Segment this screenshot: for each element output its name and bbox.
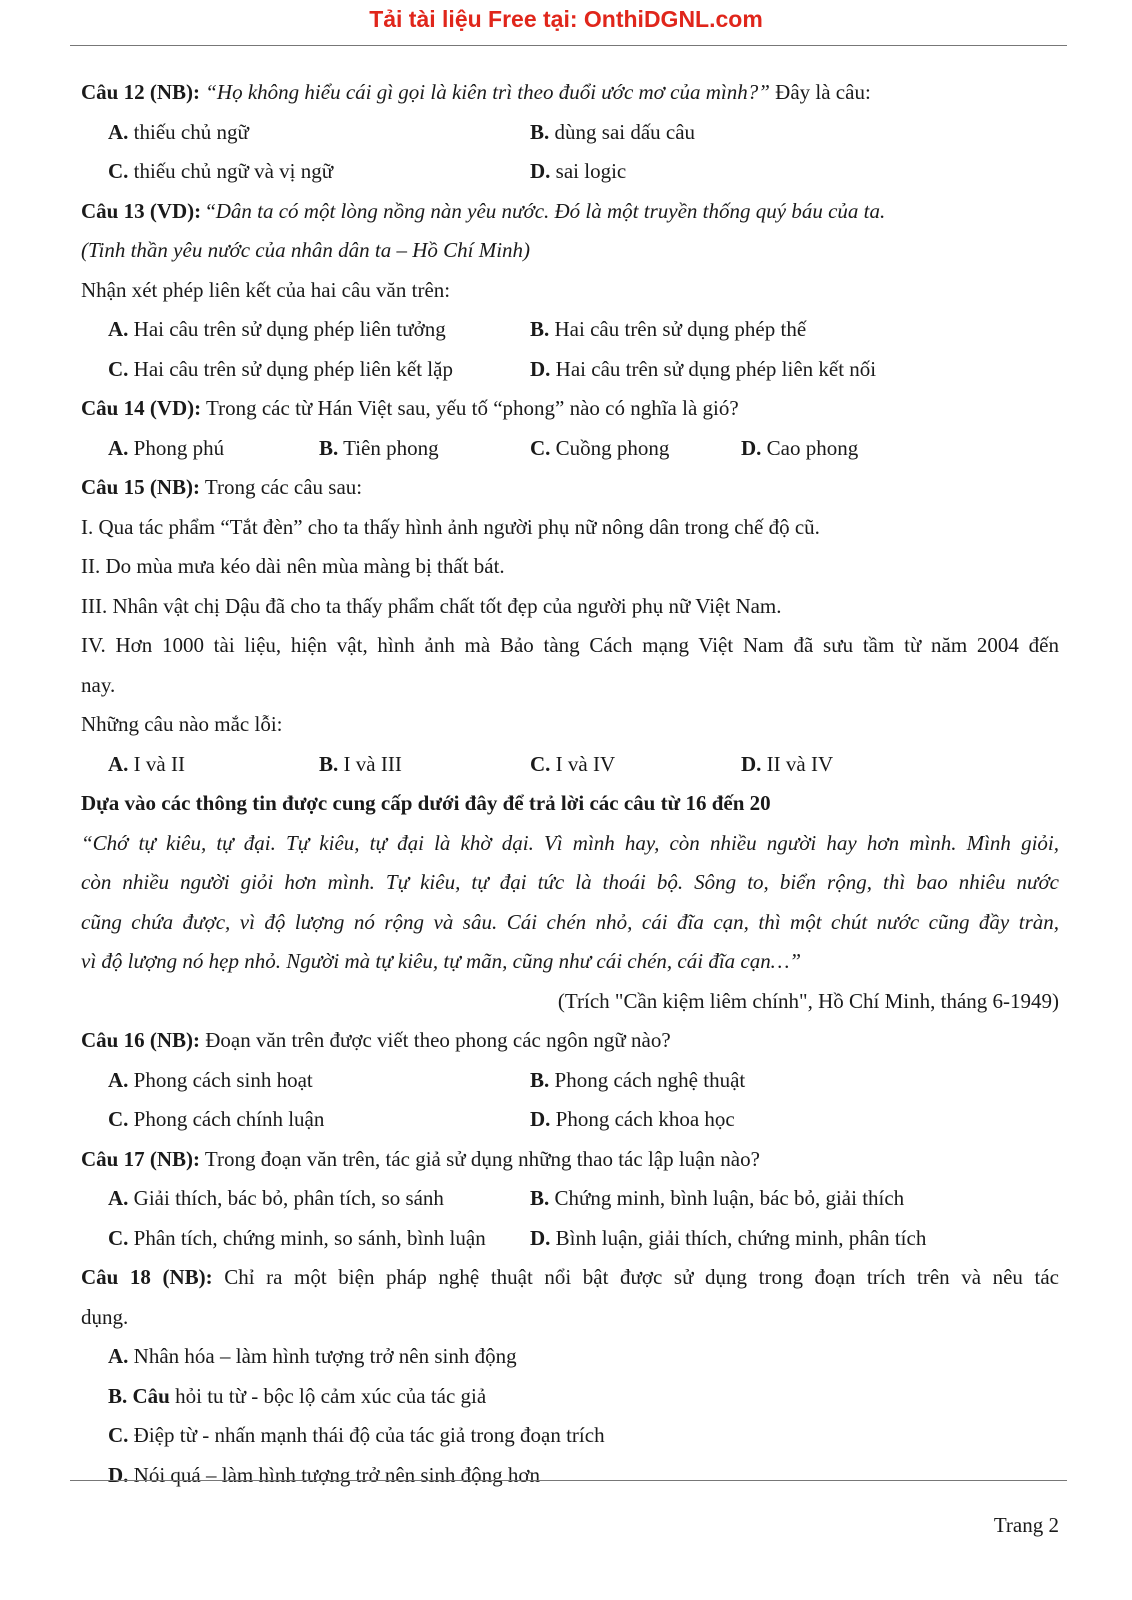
option-b: B. Câu hỏi tu từ - bộc lộ cảm xúc của tác giả — [108, 1383, 487, 1408]
question-17 — [81, 1140, 1059, 1180]
option-a: A. thiếu chủ ngữ — [108, 119, 249, 144]
option-c: C. Hai câu trên sử dụng phép liên kết lặp — [108, 356, 453, 381]
statement-item: I. Qua tác phẩm “Tắt đèn” cho ta thấy hình ảnh người phụ nữ nông dân trong chế độ cũ. — [81, 514, 820, 539]
option-a: A. Giải thích, bác bỏ, phân tích, so sánh — [108, 1186, 444, 1210]
options-row — [81, 1219, 1059, 1259]
options-row — [81, 1179, 1059, 1219]
question-text: Trong đoạn văn trên, tác giả sử dụng những thao tác lập luận nào? — [200, 1146, 760, 1171]
option-c: C. I và IV — [530, 751, 616, 776]
option-c: C. Phong cách chính luận — [108, 1107, 325, 1131]
options-row — [81, 113, 1059, 153]
question-text: Đoạn văn trên được viết theo phong các ngôn ngữ nào? — [200, 1028, 671, 1052]
option-a: A. Phong cách sinh hoạt — [108, 1067, 313, 1092]
option-c: C. Điệp từ - nhấn mạnh thái độ của tác giả trong đoạn trích — [108, 1423, 605, 1447]
option-b: B. dùng sai dấu câu — [530, 119, 696, 144]
question-label: Câu 12 (NB): — [81, 80, 200, 104]
question-13: Câu 13 (VD): “Dân ta có một lòng nồng nàn yêu nước. Đó là một truyền thống quý báu của ta. — [81, 198, 886, 223]
question-text: Đây là câu: — [769, 80, 871, 104]
options-row — [81, 745, 1059, 785]
footer-rule — [70, 1480, 1067, 1481]
statement-item: IV. Hơn 1000 tài liệu, hiện vật, hình ảnh mà Bảo tàng Cách mạng Việt Nam đã sưu tầm từ năm 2004 đến — [81, 633, 1059, 657]
question-16 — [81, 1021, 1059, 1061]
question-label: Câu 13 (VD): — [81, 198, 202, 223]
passage-line: còn nhiều người giỏi hơn mình. Tự kiêu, tự đại tức là thoái bộ. Sông to, biển rộng, thì bao nhiêu nước — [81, 870, 1059, 894]
option-b: B. Phong cách nghệ thuật — [530, 1067, 746, 1092]
option-d: D. Phong cách khoa học — [530, 1107, 735, 1131]
header-title: Tải tài liệu Free tại: OnthiDGNL.com — [369, 6, 763, 32]
option-d: D. Cao phong — [741, 435, 859, 460]
passage-citation: (Trích "Cần kiệm liêm chính", Hồ Chí Minh, tháng 6-1949) — [557, 988, 1059, 1013]
options-row — [81, 152, 1059, 192]
option-c: C. Phân tích, chứng minh, so sánh, bình luận — [108, 1225, 486, 1250]
question-prompt: Nhận xét phép liên kết của hai câu văn trên: — [81, 277, 451, 302]
options-row — [81, 350, 1059, 390]
option-a: A. Phong phú — [108, 435, 225, 460]
question-15 — [81, 468, 1059, 508]
passage-line: “Chớ tự kiêu, tự đại. Tự kiêu, tự đại là khờ dại. Vì mình hay, còn nhiều người hay hơn mình. Mình giỏi, — [81, 830, 1059, 855]
option-a: A. Hai câu trên sử dụng phép liên tưởng — [108, 317, 446, 341]
option-a: A. Nhân hóa – làm hình tượng trở nên sinh động — [108, 1344, 517, 1368]
question-14 — [81, 389, 1059, 429]
question-text: Chỉ ra một biện pháp nghệ thuật nổi bật được sử dụng trong đoạn trích trên và nêu tác — [212, 1265, 1059, 1289]
header-rule — [70, 45, 1067, 46]
options-row — [81, 310, 1059, 350]
statement-item: III. Nhân vật chị Dậu đã cho ta thấy phẩm chất tốt đẹp của người phụ nữ Việt Nam. — [81, 593, 782, 618]
option-d: D. sai logic — [530, 159, 627, 183]
option-c: C. thiếu chủ ngữ và vị ngữ — [108, 159, 334, 183]
options-row — [81, 1100, 1059, 1140]
question-label: Câu 18 (NB): — [81, 1265, 213, 1289]
option-a: A. I và II — [108, 751, 185, 776]
page-number: Trang 2 — [993, 1513, 1059, 1537]
question-text: Trong các từ Hán Việt sau, yếu tố “phong” nào có nghĩa là gió? — [201, 396, 739, 420]
question-text: Trong các câu sau: — [200, 475, 363, 499]
question-quote: “Họ không hiểu cái gì gọi là kiên trì theo đuổi ước mơ của mình?” — [205, 80, 770, 104]
option-d: D. Nói quá – làm hình tượng trở nên sinh động hơn — [108, 1462, 541, 1487]
statement-item: II. Do mùa mưa kéo dài nên mùa màng bị thất bát. — [81, 554, 505, 578]
option-d: D. II và IV — [741, 751, 834, 776]
passage-line: vì độ lượng nó hẹp nhỏ. Người mà tự kiêu, tự mãn, cũng như cái chén, cái đĩa cạn…” — [81, 949, 802, 973]
question-prompt: Những câu nào mắc lỗi: — [81, 712, 283, 736]
question-text-cont: dụng. — [81, 1304, 129, 1329]
option-d: D. Hai câu trên sử dụng phép liên kết nối — [530, 356, 877, 381]
statement-item: nay. — [81, 672, 116, 697]
quote-source: (Tinh thần yêu nước của nhân dân ta – Hồ Chí Minh) — [81, 238, 531, 262]
question-label: Câu 17 (NB): — [81, 1146, 200, 1171]
question-quote: Dân ta có một lòng nồng nàn yêu nước. Đó là một truyền thống quý báu của ta. — [215, 198, 886, 223]
question-label: Câu 14 (VD): — [81, 396, 202, 420]
option-b: B. Hai câu trên sử dụng phép thế — [530, 317, 807, 341]
option-b: B. I và III — [319, 751, 402, 776]
passage-heading: Dựa vào các thông tin được cung cấp dưới đây để trả lời các câu từ 16 đến 20 — [81, 791, 771, 815]
option-b: B. Chứng minh, bình luận, bác bỏ, giải thích — [530, 1186, 905, 1210]
passage-line: cũng chứa được, vì độ lượng nó rộng và sâu. Cái chén nhỏ, cái đĩa cạn, thì một chút nước cũng đầy tràn, — [81, 909, 1059, 934]
options-row — [81, 429, 1059, 469]
question-18 — [81, 1258, 1059, 1298]
option-b: B. Tiên phong — [319, 435, 439, 460]
question-label: Câu 15 (NB): — [81, 475, 200, 499]
question-12 — [81, 73, 1059, 113]
option-d: D. Bình luận, giải thích, chứng minh, phân tích — [530, 1225, 927, 1250]
options-row — [81, 1061, 1059, 1101]
page-content — [81, 73, 1059, 1495]
option-c: C. Cuồng phong — [530, 435, 670, 460]
question-label: Câu 16 (NB): — [81, 1028, 200, 1052]
